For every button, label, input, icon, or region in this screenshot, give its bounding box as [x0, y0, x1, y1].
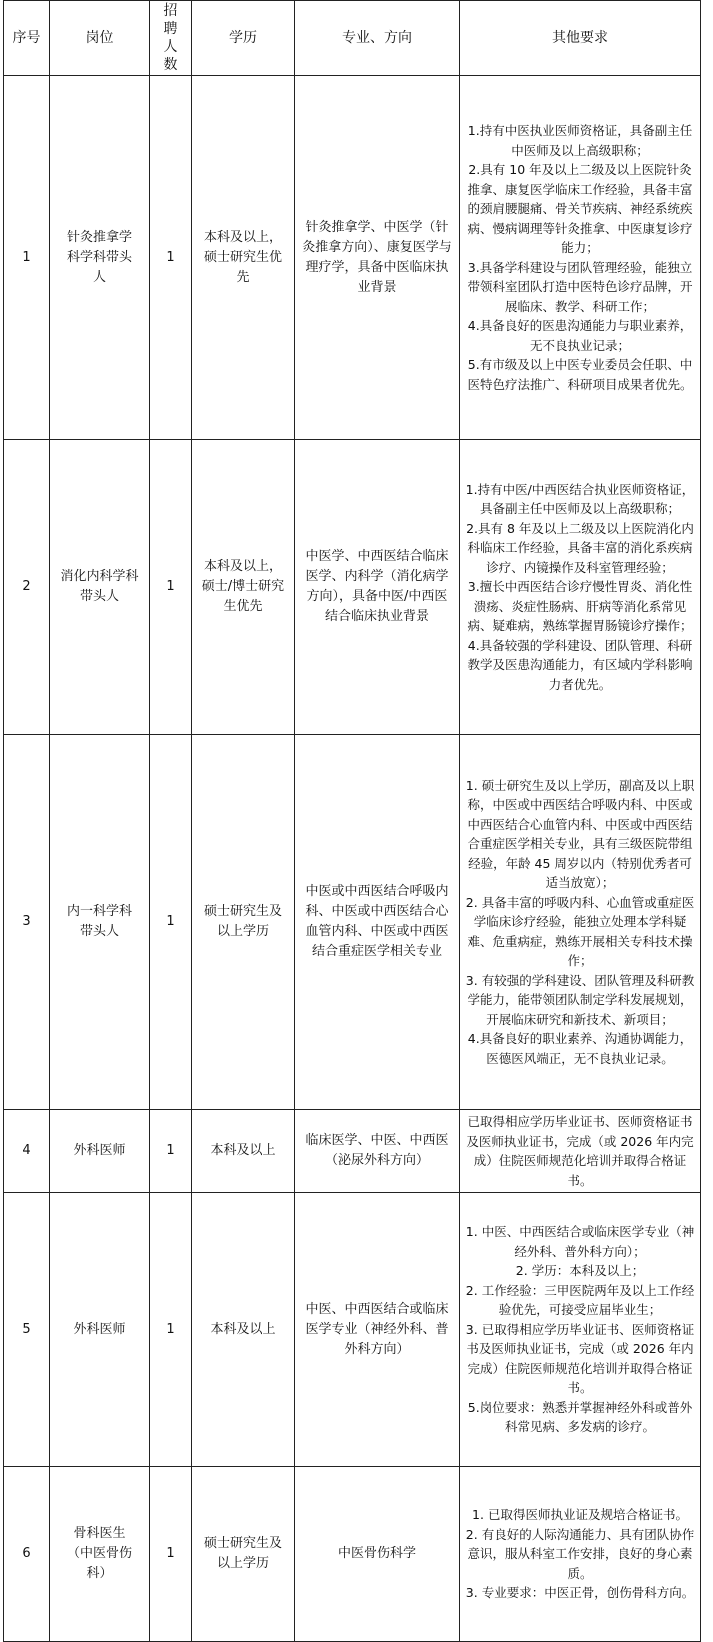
row-requirements	[460, 1467, 701, 1642]
requirement-item: 2.具有 8 年及以上二级及以上医院消化内科临床工作经验，具备丰富的消化系疾病诊疗、内镜操作及科室管理经验；	[466, 520, 694, 575]
row-post: 消化内科学科带头人	[50, 440, 150, 735]
header-education: 学历	[192, 1, 295, 76]
requirement-item: 2.具有 10 年及以上二级及以上医院针灸推拿、康复医学临床工作经验，具备丰富的颈肩腰腿痛、骨关节疾病、神经系统疾病、慢病调理等针灸推拿、中医康复诊疗能力；	[467, 162, 693, 255]
header-major: 专业、方向	[295, 1, 460, 76]
table-row	[4, 1193, 701, 1467]
row-major: 中医或中西医结合呼吸内科、中医或中西医结合心血管内科、中医或中西医结合重症医学相关专业	[295, 735, 460, 1110]
row-post: 外科医师	[50, 1110, 150, 1193]
recruitment-table	[3, 0, 701, 1642]
row-count: 1	[150, 76, 192, 440]
row-number: 3	[4, 735, 50, 1110]
requirement-item: 1.持有中医执业医师资格证，具备副主任中医师及以上高级职称；	[467, 123, 693, 158]
row-number: 5	[4, 1193, 50, 1467]
row-education: 硕士研究生及以上学历	[192, 1467, 295, 1642]
requirement-item: 2. 工作经验：三甲医院两年及以上工作经验优先，可接受应届毕业生；	[465, 1282, 695, 1318]
requirement-item: 4.具备较强的学科建设、团队管理、科研教学及医患沟通能力，有区域内学科影响力者优先。	[467, 637, 693, 692]
row-count: 1	[150, 440, 192, 735]
row-post: 内一科学科带头人	[50, 735, 150, 1110]
row-requirements	[460, 1193, 701, 1467]
row-education: 本科及以上	[192, 1110, 295, 1193]
requirement-item: 5.岗位要求：熟悉并掌握神经外科或普外科常见病、多发病的诊疗。	[467, 1399, 693, 1435]
row-major: 针灸推拿学、中医学（针灸推拿方向）、康复医学与理疗学，具备中医临床执业背景	[295, 76, 460, 440]
requirement-item: 1.持有中医/中西医结合执业医师资格证，具备副主任中医师及以上高级职称；	[465, 481, 695, 517]
requirement-item: 已取得相应学历毕业证书、医师资格证书及医师执业证书，完成（或 2026 年内完成）住院医师规范化培训并取得合格证书。	[466, 1114, 694, 1188]
header-post: 岗位	[50, 1, 150, 76]
row-requirements	[460, 735, 701, 1110]
row-education: 硕士研究生及以上学历	[192, 735, 295, 1110]
requirement-item: 1. 已取得医师执业证及规培合格证书。	[472, 1507, 688, 1523]
header-requirements: 其他要求	[460, 1, 701, 76]
row-education: 本科及以上	[192, 1193, 295, 1467]
row-post: 针灸推拿学科学科带头人	[50, 76, 150, 440]
row-major: 中医骨伤科学	[295, 1467, 460, 1642]
row-major: 临床医学、中医、中西医（泌尿外科方向）	[295, 1110, 460, 1193]
requirement-item: 2. 有良好的人际沟通能力、具有团队协作意识，服从科室工作安排，良好的身心素质。	[465, 1526, 695, 1581]
table-header-row	[4, 1, 701, 76]
requirement-item: 3.具备学科建设与团队管理经验，能独立带领科室团队打造中医特色诊疗品牌，开展临床、教学、科研工作；	[467, 259, 693, 314]
requirement-item: 2. 具备丰富的呼吸内科、心血管或重症医学临床诊疗经验，能独立处理本学科疑难、危重病症，熟练开展相关专科技术操作；	[465, 894, 695, 969]
row-requirements	[460, 440, 701, 735]
requirement-item: 3. 有较强的学科建设、团队管理及科研教学能力，能带领团队制定学科发展规划，开展临床研究和新技术、新项目；	[465, 972, 695, 1027]
requirement-item: 3. 已取得相应学历毕业证书、医师资格证书及医师执业证书，完成（或 2026 年内完成）住院医师规范化培训并取得合格证书。	[465, 1321, 695, 1396]
row-major: 中医、中西医结合或临床医学专业（神经外科、普外科方向）	[295, 1193, 460, 1467]
row-count: 1	[150, 1193, 192, 1467]
row-count: 1	[150, 735, 192, 1110]
requirement-item: 4.具备良好的医患沟通能力与职业素养，无不良执业记录；	[467, 318, 693, 353]
requirement-item: 1. 中医、中西医结合或临床医学专业（神经外科、普外科方向）；	[465, 1224, 695, 1259]
header-count: 招聘人数	[150, 1, 192, 76]
row-post: 骨科医生（中医骨伤科）	[50, 1467, 150, 1642]
table-row	[4, 76, 701, 440]
row-number: 2	[4, 440, 50, 735]
requirement-item: 3. 专业要求：中医正骨，创伤骨科方向。	[465, 1585, 695, 1601]
row-post: 外科医师	[50, 1193, 150, 1467]
row-major: 中医学、中西医结合临床医学、内科学（消化病学方向），具备中医/中西医结合临床执业背景	[295, 440, 460, 735]
table-row	[4, 440, 701, 735]
row-count: 1	[150, 1467, 192, 1642]
table-row	[4, 735, 701, 1110]
requirement-item: 5.有市级及以上中医专业委员会任职、中医特色疗法推广、科研项目成果者优先。	[467, 357, 693, 392]
requirement-item: 3.擅长中西医结合诊疗慢性胃炎、消化性溃疡、炎症性肠病、肝病等消化系常见病、疑难病，熟练掌握胃肠镜诊疗操作；	[467, 579, 693, 634]
row-count: 1	[150, 1110, 192, 1193]
row-number: 6	[4, 1467, 50, 1642]
row-requirements	[460, 76, 701, 440]
requirement-item: 1. 硕士研究生及以上学历，副高及以上职称，中医或中西医结合呼吸内科、中医或中西医结合心血管内科、中医或中西医结合重症医学相关专业，具有三级医院带组经验，年龄 45 周岁以内（特别优秀者可适当放宽）；	[465, 777, 695, 891]
row-number: 1	[4, 76, 50, 440]
row-requirements	[460, 1110, 701, 1193]
row-education: 本科及以上，硕士/博士研究生优先	[192, 440, 295, 735]
table-row	[4, 1467, 701, 1642]
requirement-item: 2. 学历：本科及以上；	[515, 1263, 645, 1279]
row-number: 4	[4, 1110, 50, 1193]
table-row	[4, 1110, 701, 1193]
row-education: 本科及以上，硕士研究生优先	[192, 76, 295, 440]
requirement-item: 4.具备良好的职业素养、沟通协调能力，医德医风端正，无不良执业记录。	[467, 1031, 693, 1066]
header-no: 序号	[4, 1, 50, 76]
